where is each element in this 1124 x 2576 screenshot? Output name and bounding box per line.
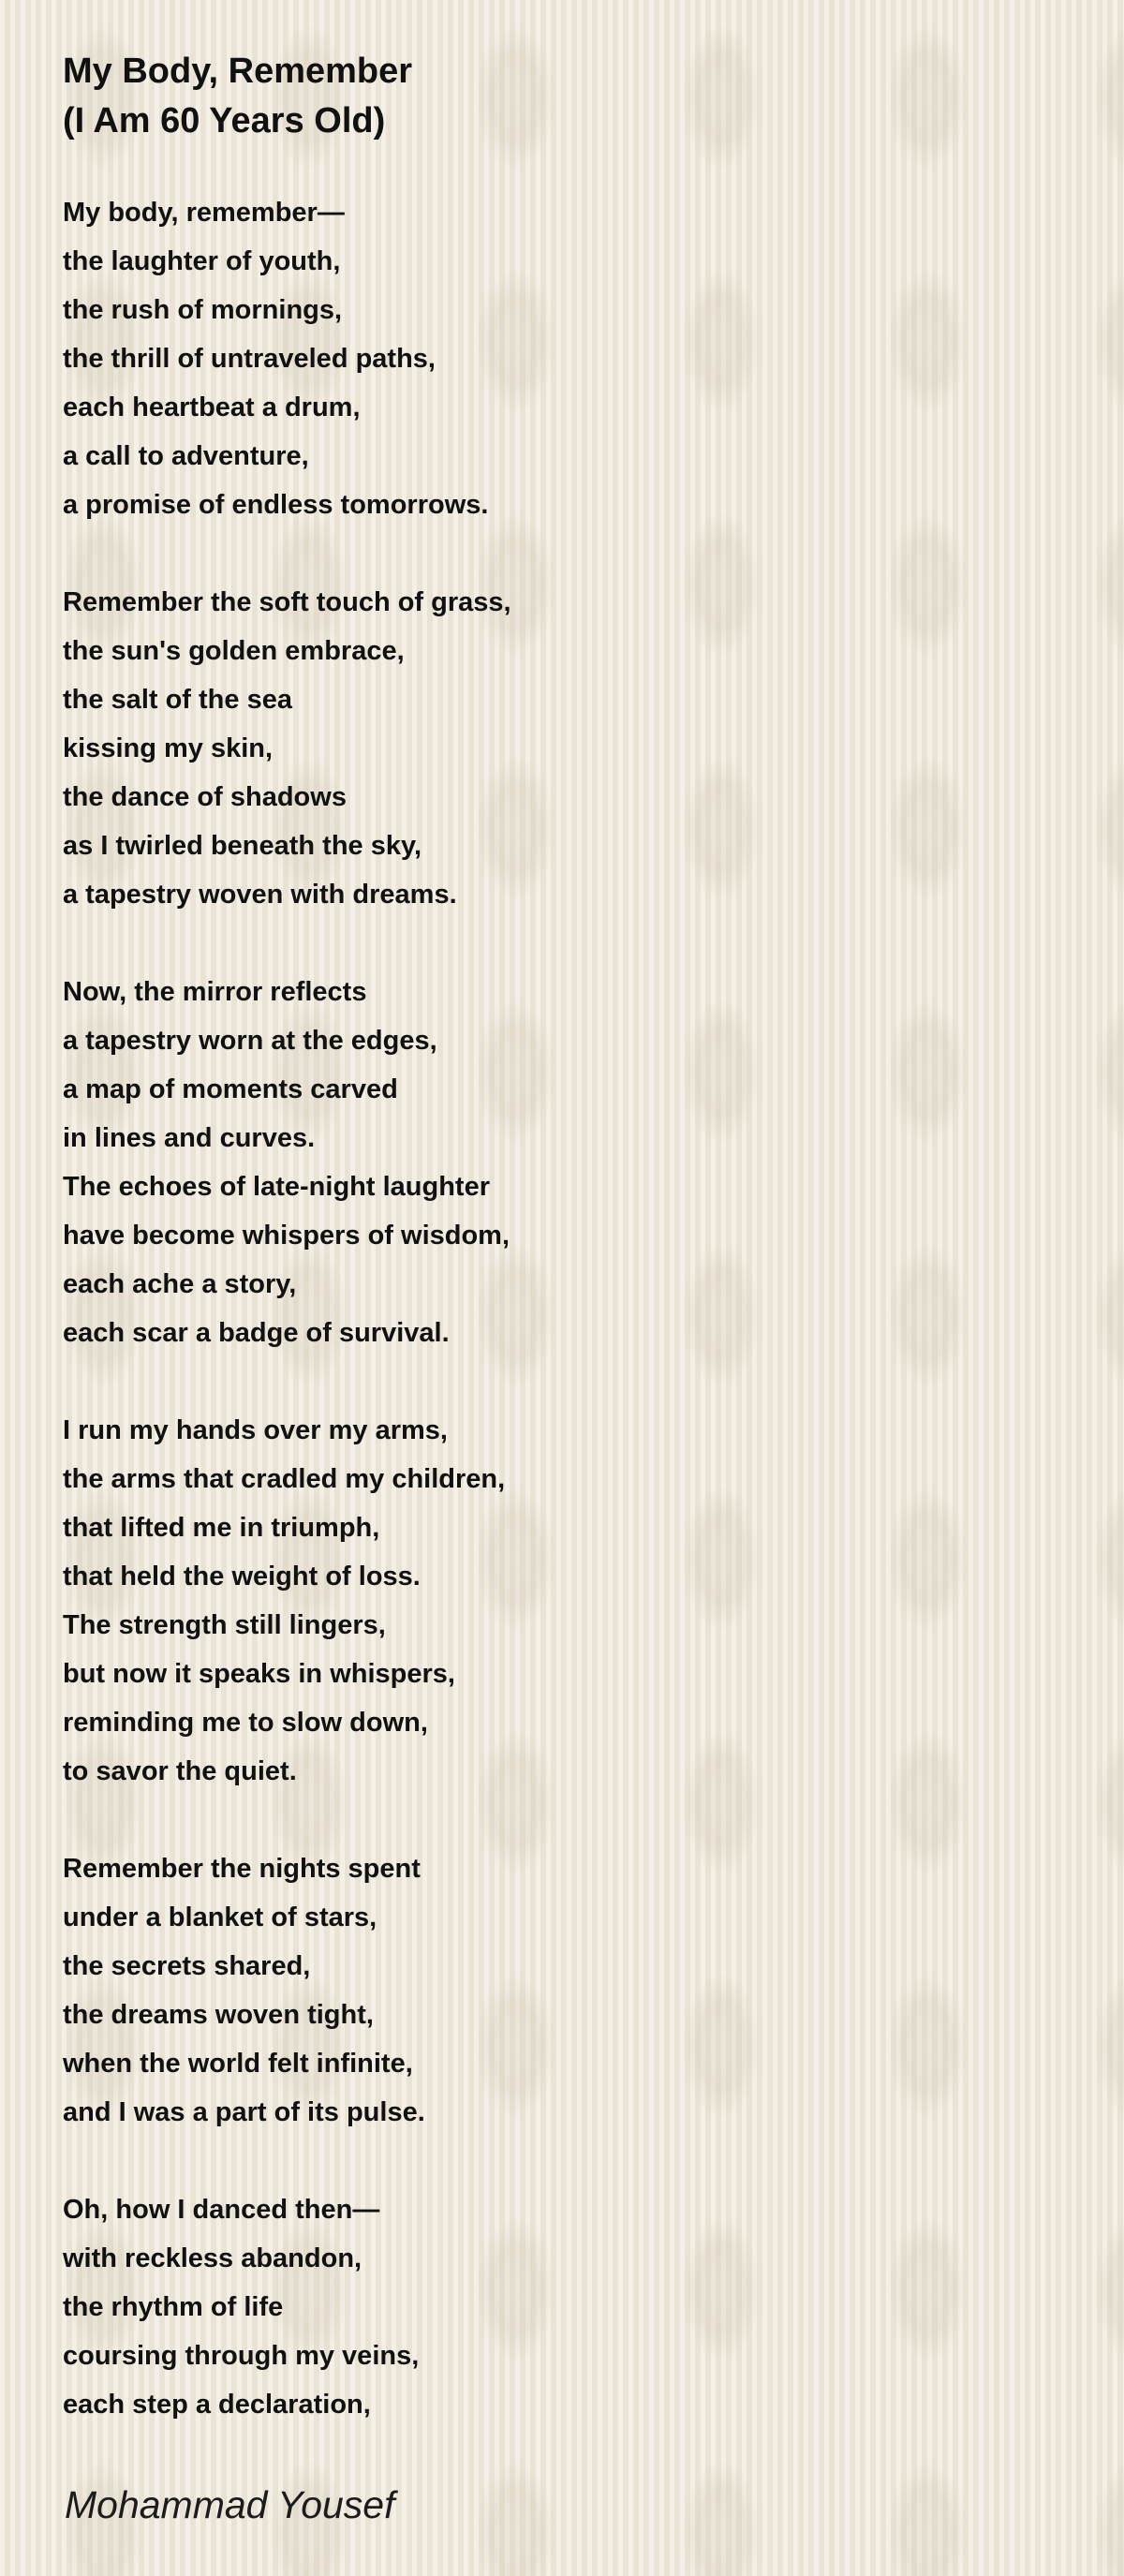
poem-line: Oh, how I danced then—	[63, 2195, 380, 2225]
poem-line: the laughter of youth,	[63, 246, 341, 276]
poem-line: each step a declaration,	[63, 2390, 371, 2420]
poem-line: each ache a story,	[63, 1269, 297, 1299]
poem-stanza	[63, 2185, 906, 2429]
poem-line: reminding me to slow down,	[63, 1708, 428, 1738]
poem-title	[63, 47, 718, 146]
poem-line: a map of moments carved	[63, 1074, 398, 1104]
poem-stanza	[63, 188, 906, 529]
poem-line: the thrill of untraveled paths,	[63, 344, 436, 374]
poem-line: that lifted me in triumph,	[63, 1513, 380, 1543]
poem-line: Now, the mirror reflects	[63, 977, 367, 1007]
poem-line: a tapestry woven with dreams.	[63, 880, 457, 910]
poem-line: The strength still lingers,	[63, 1610, 386, 1640]
poem-line: the salt of the sea	[63, 685, 292, 715]
poem-stanza	[63, 1844, 906, 2137]
poem-line: the arms that cradled my children,	[63, 1464, 506, 1494]
poem-line: a promise of endless tomorrows.	[63, 490, 489, 520]
poem-line: as I twirled beneath the sky,	[63, 831, 422, 861]
poem-line: the sun's golden embrace,	[63, 636, 405, 666]
poem-line: with reckless abandon,	[63, 2243, 362, 2273]
poem-title-line: (I Am 60 Years Old)	[63, 101, 386, 141]
poem-line: the dreams woven tight,	[63, 2000, 374, 2030]
poem-line: I run my hands over my arms,	[63, 1415, 448, 1445]
poem-line: the dance of shadows	[63, 782, 347, 812]
poem-line: in lines and curves.	[63, 1123, 316, 1153]
poem-stanza	[63, 578, 906, 919]
poem-author: Mohammad Yousef	[65, 2483, 395, 2526]
poem-line: the rush of mornings,	[63, 295, 343, 325]
poem-line: the secrets shared,	[63, 1951, 311, 1981]
poem-line: each scar a badge of survival.	[63, 1318, 450, 1348]
poem-line: the rhythm of life	[63, 2292, 284, 2322]
poem-line: The echoes of late-night laughter	[63, 1172, 490, 1202]
poem-line: a call to adventure,	[63, 441, 309, 471]
poem-title-line: My Body, Remember	[63, 52, 413, 91]
poem-stanza	[63, 968, 906, 1357]
poem-line: Remember the soft touch of grass,	[63, 587, 511, 617]
poem-line: have become whispers of wisdom,	[63, 1221, 510, 1251]
poem-body	[63, 188, 906, 2478]
poem-line: to savor the quiet.	[63, 1756, 297, 1786]
poem-line: but now it speaks in whispers,	[63, 1659, 455, 1689]
poem-line: My body, remember—	[63, 198, 345, 228]
poem-line: coursing through my veins,	[63, 2341, 420, 2371]
poem-line: and I was a part of its pulse.	[63, 2097, 425, 2127]
poem-line: when the world felt infinite,	[63, 2049, 413, 2079]
poem-line: under a blanket of stars,	[63, 1902, 377, 1932]
poem-line: a tapestry worn at the edges,	[63, 1026, 437, 1056]
poem-line: each heartbeat a drum,	[63, 392, 361, 422]
poem-line: kissing my skin,	[63, 733, 274, 763]
poem-line: that held the weight of loss.	[63, 1562, 421, 1591]
poem-line: Remember the nights spent	[63, 1854, 421, 1884]
poem-stanza	[63, 1406, 906, 1796]
